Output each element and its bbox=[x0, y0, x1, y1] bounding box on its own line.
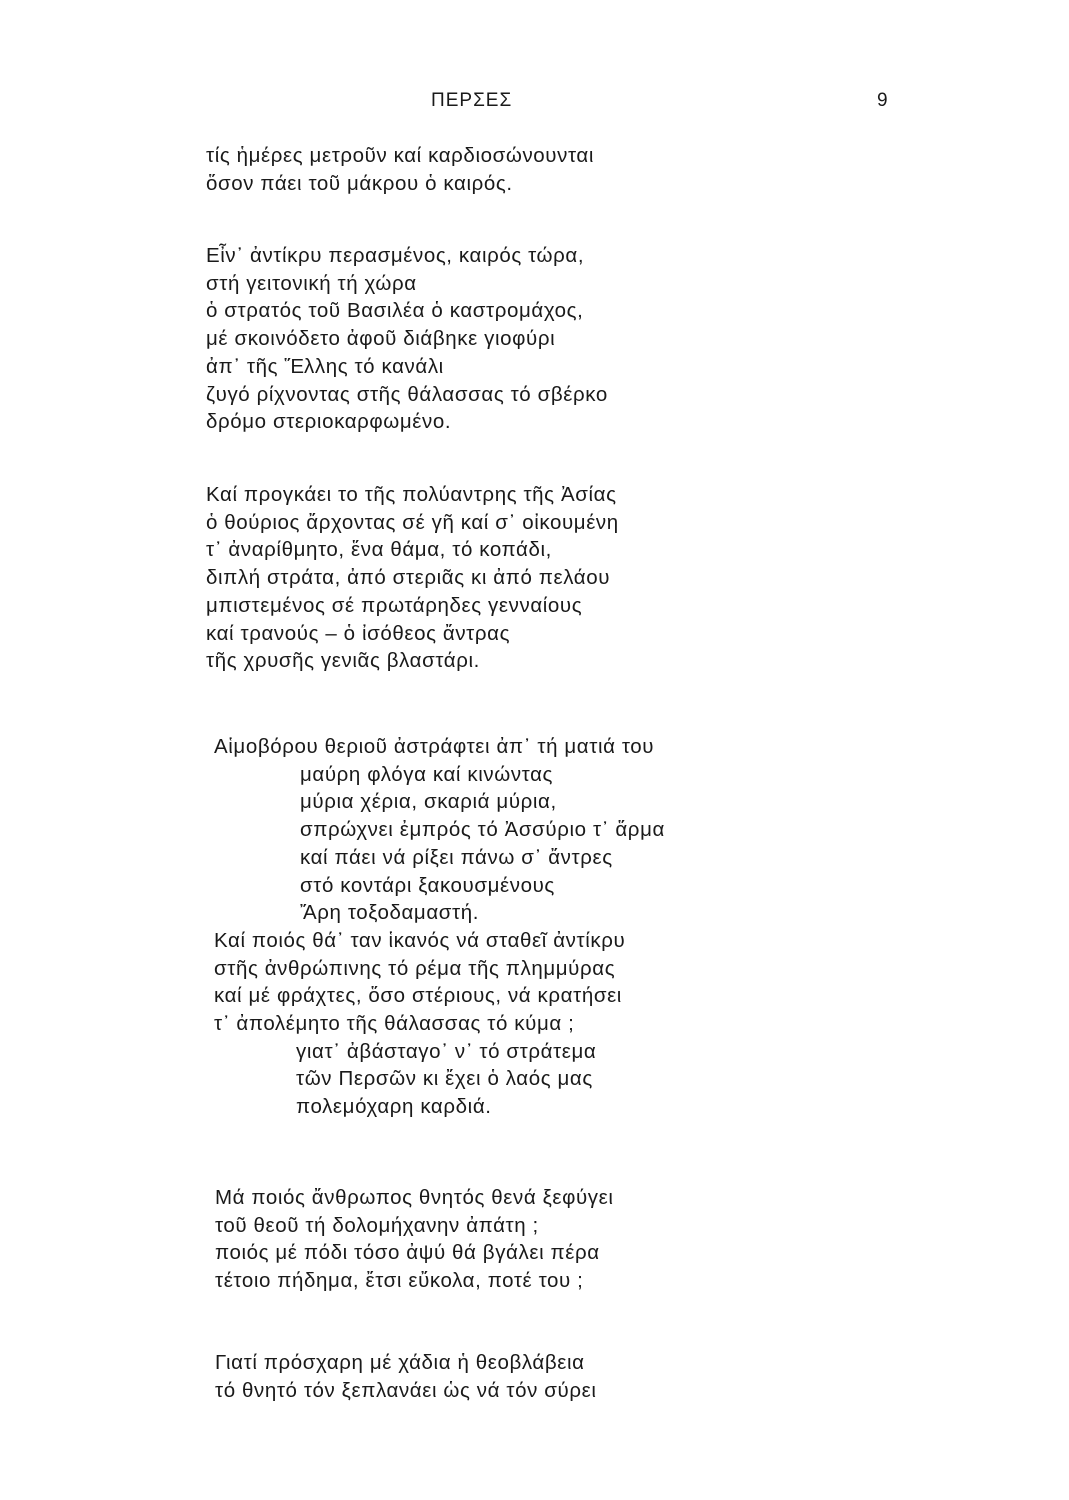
verse-line-indented: Ἄρη τοξοδαμαστή. bbox=[300, 901, 480, 925]
verse-line: Καί προγκάει το τῆς πολύαντρης τῆς Ἀσίας bbox=[206, 483, 617, 506]
verse-line: Γιατί πρόσχαρη μέ χάδια ἡ θεοβλάβεια bbox=[215, 1351, 585, 1374]
verse-line-indented: μύρια χέρια, σκαριά μύρια, bbox=[300, 790, 557, 814]
stanza-2 bbox=[206, 242, 608, 436]
running-head-title: ΠΕΡΣΕΣ bbox=[431, 90, 513, 111]
verse-line: μπιστεμένος σέ πρωτάρηδες γενναίους bbox=[206, 593, 583, 617]
verse-line: τοῦ θεοῦ τή δολομήχανην ἀπάτη ; bbox=[215, 1213, 539, 1237]
verse-line-indented: πολεμόχαρη καρδιά. bbox=[296, 1095, 492, 1119]
verse-line: Καί ποιός θά᾽ ταν ἱκανός νά σταθεῖ ἀντίκρυ bbox=[214, 928, 626, 952]
verse-line-indented: καί πάει νά ρίξει πάνω σ᾽ ἄντρες bbox=[300, 845, 613, 869]
verse-line: καί μέ φράχτες, ὅσο στέριους, νά κρατήσει bbox=[214, 984, 622, 1008]
verse-line: τ᾽ ἀπολέμητο τῆς θάλασσας τό κύμα ; bbox=[214, 1012, 575, 1036]
verse-line: ὁ θούριος ἄρχοντας σέ γῆ καί σ᾽ οἰκουμένη bbox=[206, 510, 619, 534]
verse-line: Μά ποιός ἄνθρωπος θνητός θενά ξεφύγει bbox=[215, 1186, 614, 1209]
verse-line: ζυγό ρίχνοντας στῆς θάλασσας τό σβέρκο bbox=[206, 382, 608, 406]
stanza-1 bbox=[206, 142, 594, 197]
verse-line: Αἱμοβόρου θεριοῦ ἀστράφτει ἀπ᾽ τή ματιά του bbox=[214, 735, 655, 758]
verse-line: ποιός μέ πόδι τόσο ἀψύ θά βγάλει πέρα bbox=[215, 1241, 600, 1265]
verse-line: Εἶν᾽ ἀντίκρυ περασμένος, καιρός τώρα, bbox=[206, 244, 585, 267]
verse-line: ὁ στρατός τοῦ Βασιλέα ὁ καστρομάχος, bbox=[206, 299, 584, 323]
verse-line: στῆς ἀνθρώπινης τό ρέμα τῆς πλημμύρας bbox=[214, 956, 616, 980]
verse-line: στή γειτονική τή χώρα bbox=[206, 271, 417, 295]
verse-line: τῆς χρυσῆς γενιᾶς βλαστάρι. bbox=[206, 649, 480, 673]
page-number: 9 bbox=[877, 90, 888, 111]
verse-line: δρόμο στεριοκαρφωμένο. bbox=[206, 410, 452, 434]
stanza-4 bbox=[214, 733, 665, 1121]
verse-line: ἀπ᾽ τῆς Ἕλλης τό κανάλι bbox=[206, 354, 444, 378]
verse-line: τίς ἡμέρες μετροῦν καί καρδιοσώνουνται bbox=[206, 144, 594, 167]
verse-line: ὅσον πάει τοῦ μάκρου ὁ καιρός. bbox=[206, 171, 513, 195]
verse-line-indented: τῶν Περσῶν κι ἔχει ὁ λαός μας bbox=[296, 1067, 593, 1091]
verse-line-indented: μαύρη φλόγα καί κινώντας bbox=[300, 762, 554, 786]
verse-line: διπλή στράτα, ἀπό στεριᾶς κι ἀπό πελάου bbox=[206, 566, 611, 590]
verse-line-indented: σπρώχνει ἐμπρός τό Ἀσσύριο τ᾽ ἅρμα bbox=[300, 818, 665, 842]
verse-line-indented: γιατ᾽ ἀβάσταγο᾽ ν᾽ τό στράτεμα bbox=[296, 1039, 597, 1063]
verse-line: μέ σκοινόδετο ἀφοῦ διάβηκε γιοφύρι bbox=[206, 327, 556, 351]
stanza-3 bbox=[206, 481, 619, 675]
stanza-6 bbox=[215, 1349, 596, 1404]
verse-line: τ᾽ ἀναρίθμητο, ἕνα θάμα, τό κοπάδι, bbox=[206, 538, 552, 562]
verse-line-indented: στό κοντάρι ξακουσμένους bbox=[300, 873, 555, 897]
verse-line: τέτοιο πήδημα, ἔτσι εὔκολα, ποτέ του ; bbox=[215, 1269, 584, 1293]
stanza-5 bbox=[215, 1184, 614, 1295]
verse-line: τό θνητό τόν ξεπλανάει ὡς νά τόν σύρει bbox=[215, 1378, 597, 1402]
verse-line: καί τρανούς – ὁ ἰσόθεος ἄντρας bbox=[206, 621, 511, 645]
